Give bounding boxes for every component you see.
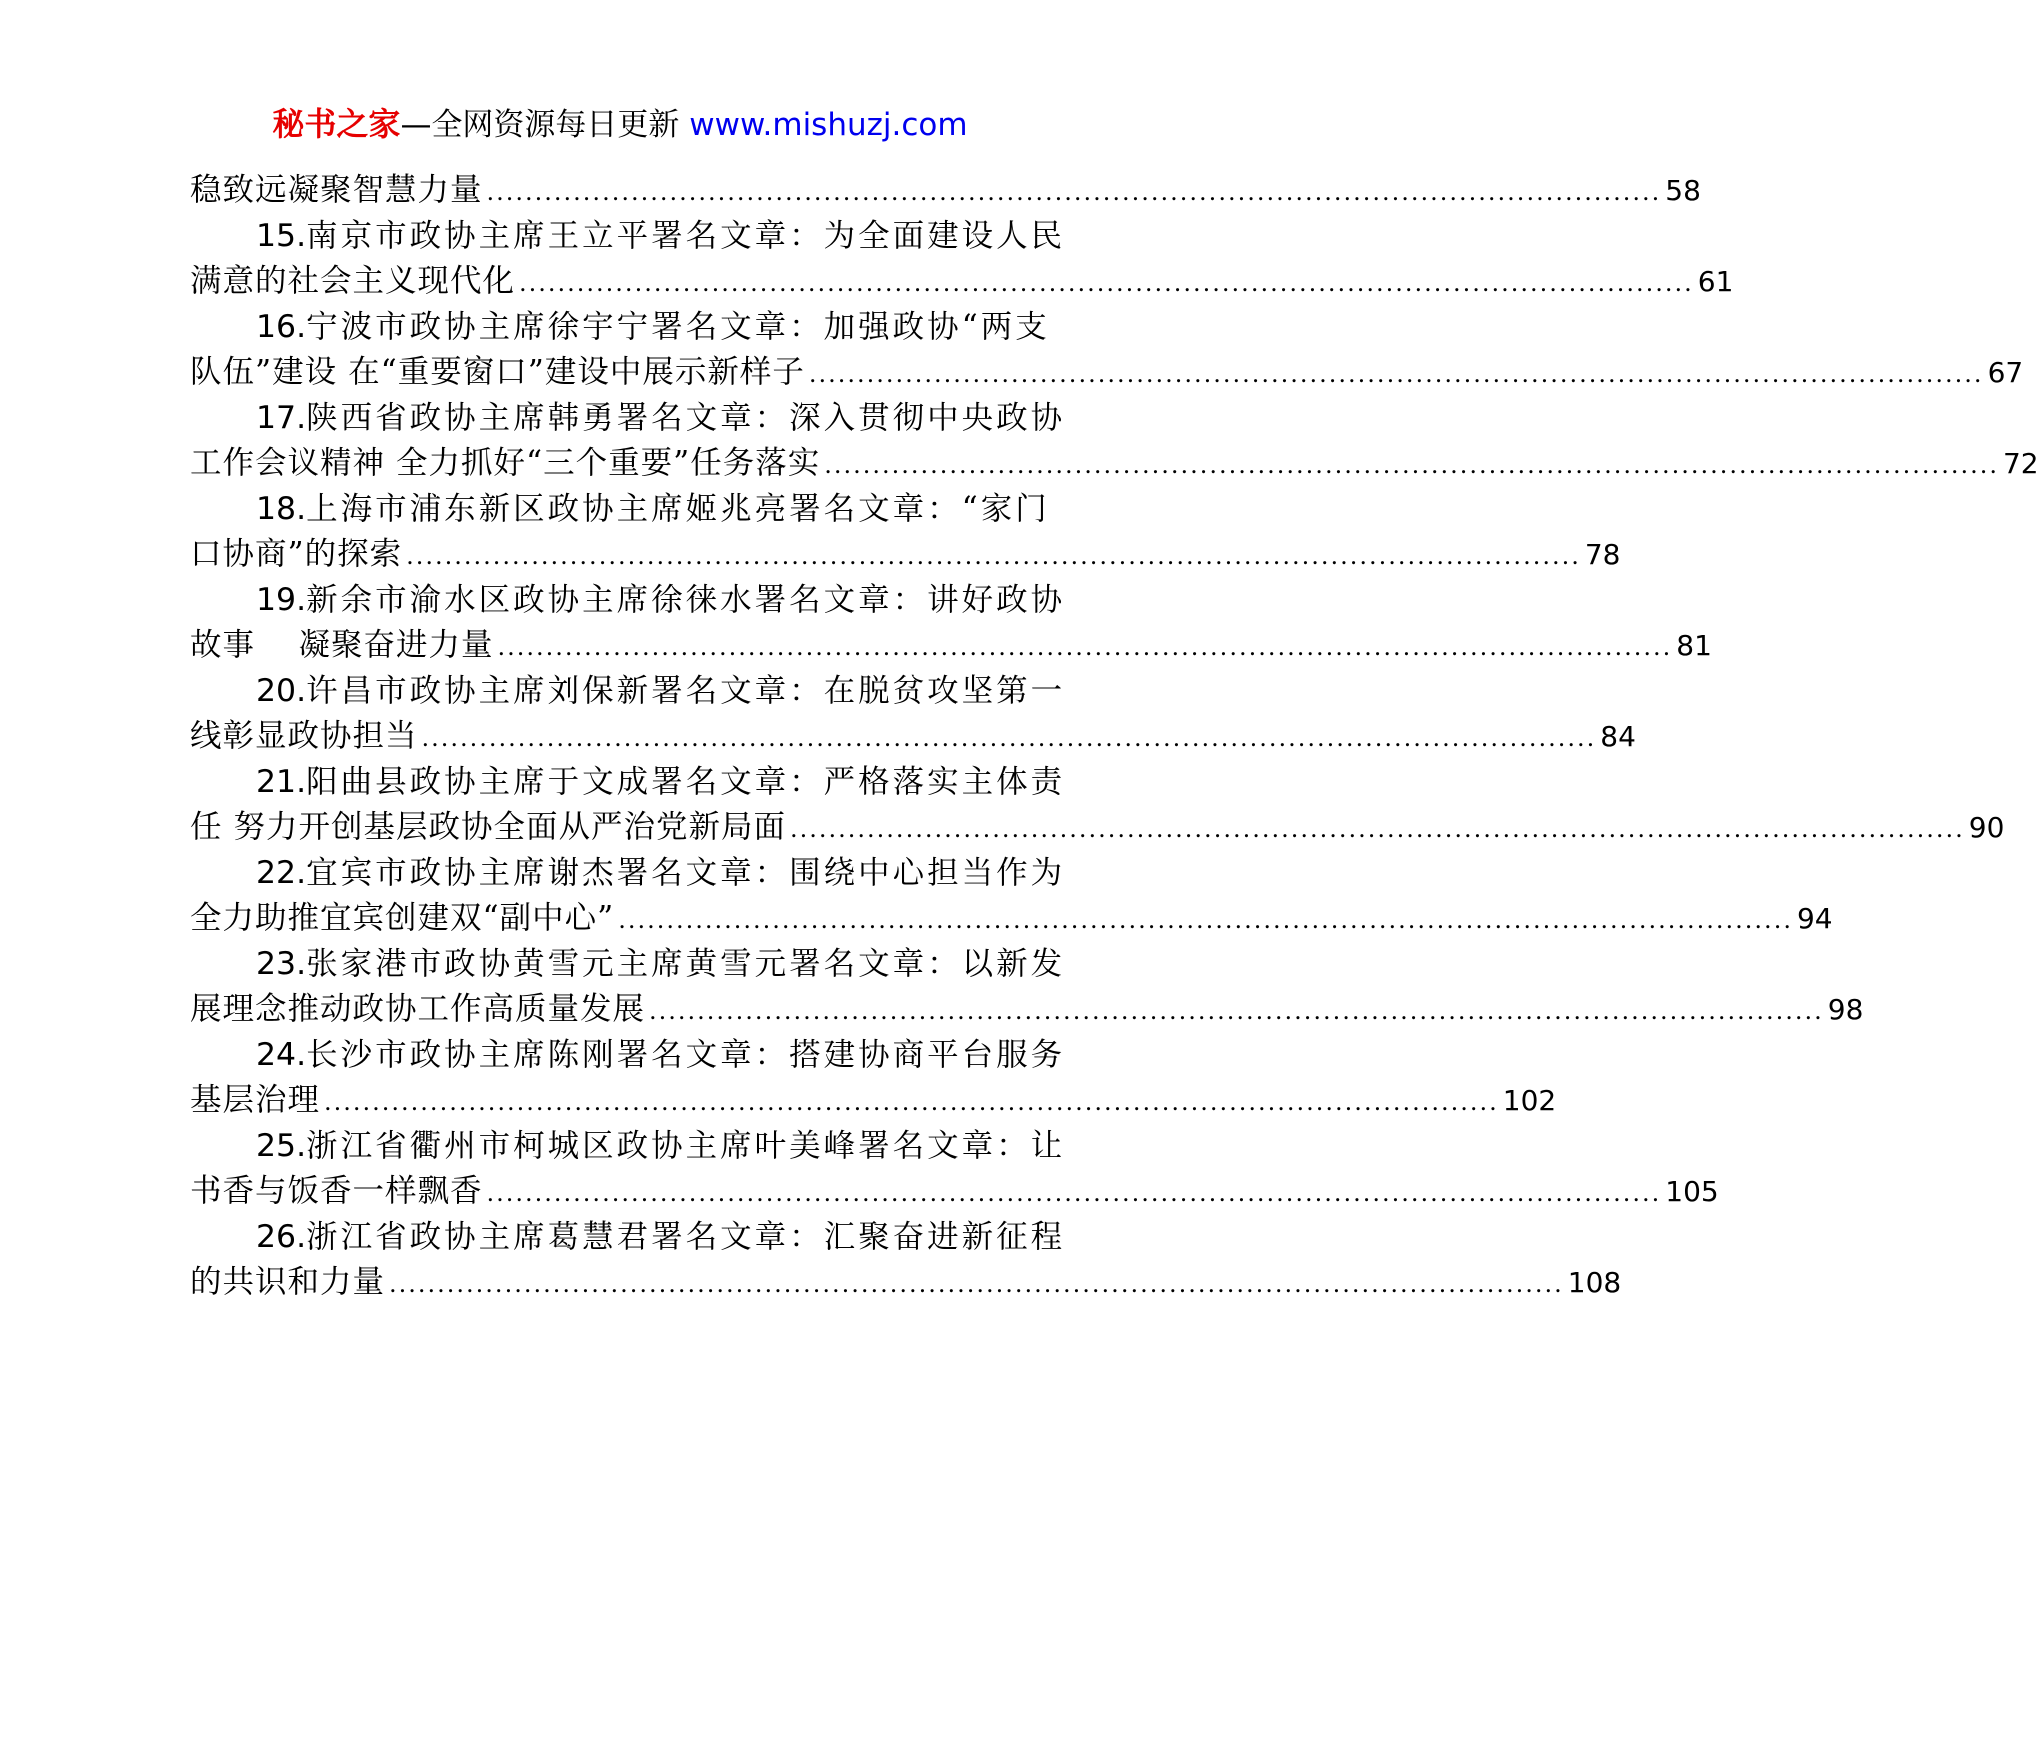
dot-leader: .......................................................................................................................... bbox=[406, 542, 1581, 570]
toc-page-number: 84 bbox=[1600, 720, 1636, 753]
toc-entry-line2[interactable] bbox=[190, 1169, 1719, 1215]
toc-entry-number: 26. bbox=[256, 1218, 307, 1255]
toc-entry-title: 陕西省政协主席韩勇署名文章：深入贯彻中央政协 bbox=[306, 399, 1066, 436]
toc-entry-number: 19. bbox=[256, 581, 307, 618]
dot-leader: .......................................................................................................................... bbox=[649, 997, 1824, 1025]
toc-page-number: 72 bbox=[2002, 447, 2039, 480]
table-of-contents bbox=[190, 168, 2039, 1306]
dot-leader: .......................................................................................................................... bbox=[497, 633, 1673, 661]
toc-entry-line1[interactable] bbox=[190, 669, 1066, 715]
toc-entry-line1[interactable] bbox=[190, 1124, 1066, 1170]
header-tagline: —全网资源每日更新 bbox=[400, 107, 690, 143]
toc-entry-title: 浙江省政协主席葛慧君署名文章：汇聚奋进新征程 bbox=[306, 1218, 1066, 1255]
toc-entry-line1[interactable] bbox=[190, 942, 1066, 988]
toc-page-number: 78 bbox=[1584, 538, 1621, 571]
dot-leader: .......................................................................................................................... bbox=[486, 1179, 1662, 1207]
dot-leader: .......................................................................................................................... bbox=[324, 1088, 1499, 1116]
toc-entry-number: 15. bbox=[256, 217, 307, 254]
toc-entry-title: 上海市浦东新区政协主席姬兆亮署名文章：“家门 bbox=[306, 490, 1050, 527]
toc-entry-line1[interactable] bbox=[190, 1215, 1066, 1261]
toc-page-number: 58 bbox=[1665, 174, 1701, 207]
toc-page-number: 90 bbox=[1968, 811, 2005, 844]
toc-entry-number: 16. bbox=[256, 308, 307, 345]
page-header bbox=[0, 100, 1240, 149]
dot-leader: .......................................................................................................................... bbox=[824, 451, 1999, 479]
toc-entry-title: 阳曲县政协主席于文成署名文章：严格落实主体责 bbox=[306, 763, 1066, 800]
toc-entry-title: 张家港市政协黄雪元主席黄雪元署名文章：以新发 bbox=[306, 945, 1066, 982]
dot-leader: .......................................................................................................................... bbox=[486, 178, 1662, 206]
toc-entry-number: 17. bbox=[256, 399, 307, 436]
dot-leader: .......................................................................................................................... bbox=[389, 1270, 1564, 1298]
toc-entry-title: 稳致远凝聚智慧力量 bbox=[190, 172, 483, 208]
toc-entry-title-cont: 任 努力开创基层政协全面从严治党新局面 bbox=[190, 809, 787, 845]
dot-leader: .......................................................................................................................... bbox=[808, 360, 1984, 388]
toc-entry-line2[interactable] bbox=[190, 805, 2005, 851]
toc-page-number: 98 bbox=[1827, 993, 1864, 1026]
toc-page-number: 105 bbox=[1665, 1175, 1719, 1208]
toc-entry-number: 21. bbox=[256, 763, 307, 800]
toc-entry-title-cont: 工作会议精神 全力抓好“三个重要”任务落实 bbox=[190, 445, 821, 481]
toc-entry-title-cont: 书香与饭香一样飘香 bbox=[190, 1173, 483, 1209]
toc-entry-line2[interactable] bbox=[190, 1260, 1622, 1306]
toc-entry-title-cont: 故事 凝聚奋进力量 bbox=[190, 627, 494, 663]
site-url[interactable]: www.mishuzj.com bbox=[689, 107, 968, 143]
toc-entry-line2[interactable] bbox=[190, 896, 1833, 942]
toc-entry-title-cont: 口协商”的探索 bbox=[190, 536, 403, 572]
toc-entry-line1[interactable] bbox=[190, 396, 1066, 442]
dot-leader: .......................................................................................................................... bbox=[618, 906, 1793, 934]
toc-entry-number: 20. bbox=[256, 672, 307, 709]
toc-entry-number: 18. bbox=[256, 490, 307, 527]
dot-leader: .......................................................................................................................... bbox=[421, 724, 1597, 752]
toc-page-number: 67 bbox=[1987, 356, 2024, 389]
toc-entry-line1[interactable] bbox=[190, 578, 1066, 624]
dot-leader: .......................................................................................................................... bbox=[790, 815, 1965, 843]
toc-entry-title: 浙江省衢州市柯城区政协主席叶美峰署名文章：让 bbox=[306, 1127, 1066, 1164]
toc-entry-line2[interactable] bbox=[190, 350, 2024, 396]
toc-entry-line2[interactable] bbox=[190, 1078, 1557, 1124]
toc-entry-number: 23. bbox=[256, 945, 307, 982]
toc-entry-line1[interactable] bbox=[190, 214, 1066, 260]
toc-entry-title-cont: 队伍”建设 在“重要窗口”建设中展示新样子 bbox=[190, 354, 805, 390]
toc-entry-title: 许昌市政协主席刘保新署名文章：在脱贫攻坚第一 bbox=[306, 672, 1066, 709]
toc-entry-title-cont: 基层治理 bbox=[190, 1082, 321, 1118]
toc-entry-title-cont: 线彰显政协担当 bbox=[190, 718, 418, 754]
toc-entry-number: 22. bbox=[256, 854, 307, 891]
toc-page-number: 94 bbox=[1796, 902, 1833, 935]
toc-entry-line2[interactable] bbox=[190, 714, 1636, 760]
toc-entry-number: 24. bbox=[256, 1036, 307, 1073]
toc-entry-title: 宜宾市政协主席谢杰署名文章：围绕中心担当作为 bbox=[306, 854, 1066, 891]
toc-entry-line2[interactable] bbox=[190, 441, 2039, 487]
toc-entries bbox=[190, 214, 2039, 1306]
toc-entry-line2[interactable] bbox=[190, 987, 1864, 1033]
toc-entry-title-cont: 全力助推宜宾创建双“副中心” bbox=[190, 900, 615, 936]
toc-entry-title-cont: 满意的社会主义现代化 bbox=[190, 263, 516, 299]
toc-entry-title: 南京市政协主席王立平署名文章：为全面建设人民 bbox=[306, 217, 1066, 254]
toc-page-number: 102 bbox=[1502, 1084, 1557, 1117]
toc-page-number: 61 bbox=[1697, 265, 1734, 298]
toc-entry-line1[interactable] bbox=[190, 851, 1066, 897]
toc-entry-title-cont: 的共识和力量 bbox=[190, 1264, 386, 1300]
toc-entry-title: 新余市渝水区政协主席徐徕水署名文章：讲好政协 bbox=[306, 581, 1066, 618]
toc-page-number: 81 bbox=[1676, 629, 1712, 662]
toc-entry-line1[interactable] bbox=[190, 760, 1066, 806]
dot-leader: .......................................................................................................................... bbox=[519, 269, 1694, 297]
toc-entry-number: 25. bbox=[256, 1127, 307, 1164]
toc-entry-line2[interactable] bbox=[190, 259, 1734, 305]
toc-continued-line[interactable] bbox=[190, 168, 1701, 214]
toc-entry-line2[interactable] bbox=[190, 623, 1712, 669]
toc-page-number: 108 bbox=[1567, 1266, 1622, 1299]
toc-entry-line2[interactable] bbox=[190, 532, 1621, 578]
toc-entry-title-cont: 展理念推动政协工作高质量发展 bbox=[190, 991, 646, 1027]
toc-entry-line1[interactable] bbox=[190, 487, 1050, 533]
toc-entry-title: 宁波市政协主席徐宇宁署名文章：加强政协“两支 bbox=[306, 308, 1050, 345]
toc-entry-title: 长沙市政协主席陈刚署名文章：搭建协商平台服务 bbox=[306, 1036, 1066, 1073]
toc-entry-line1[interactable] bbox=[190, 1033, 1066, 1079]
toc-entry-line1[interactable] bbox=[190, 305, 1050, 351]
brand-name: 秘书之家 bbox=[272, 105, 401, 143]
